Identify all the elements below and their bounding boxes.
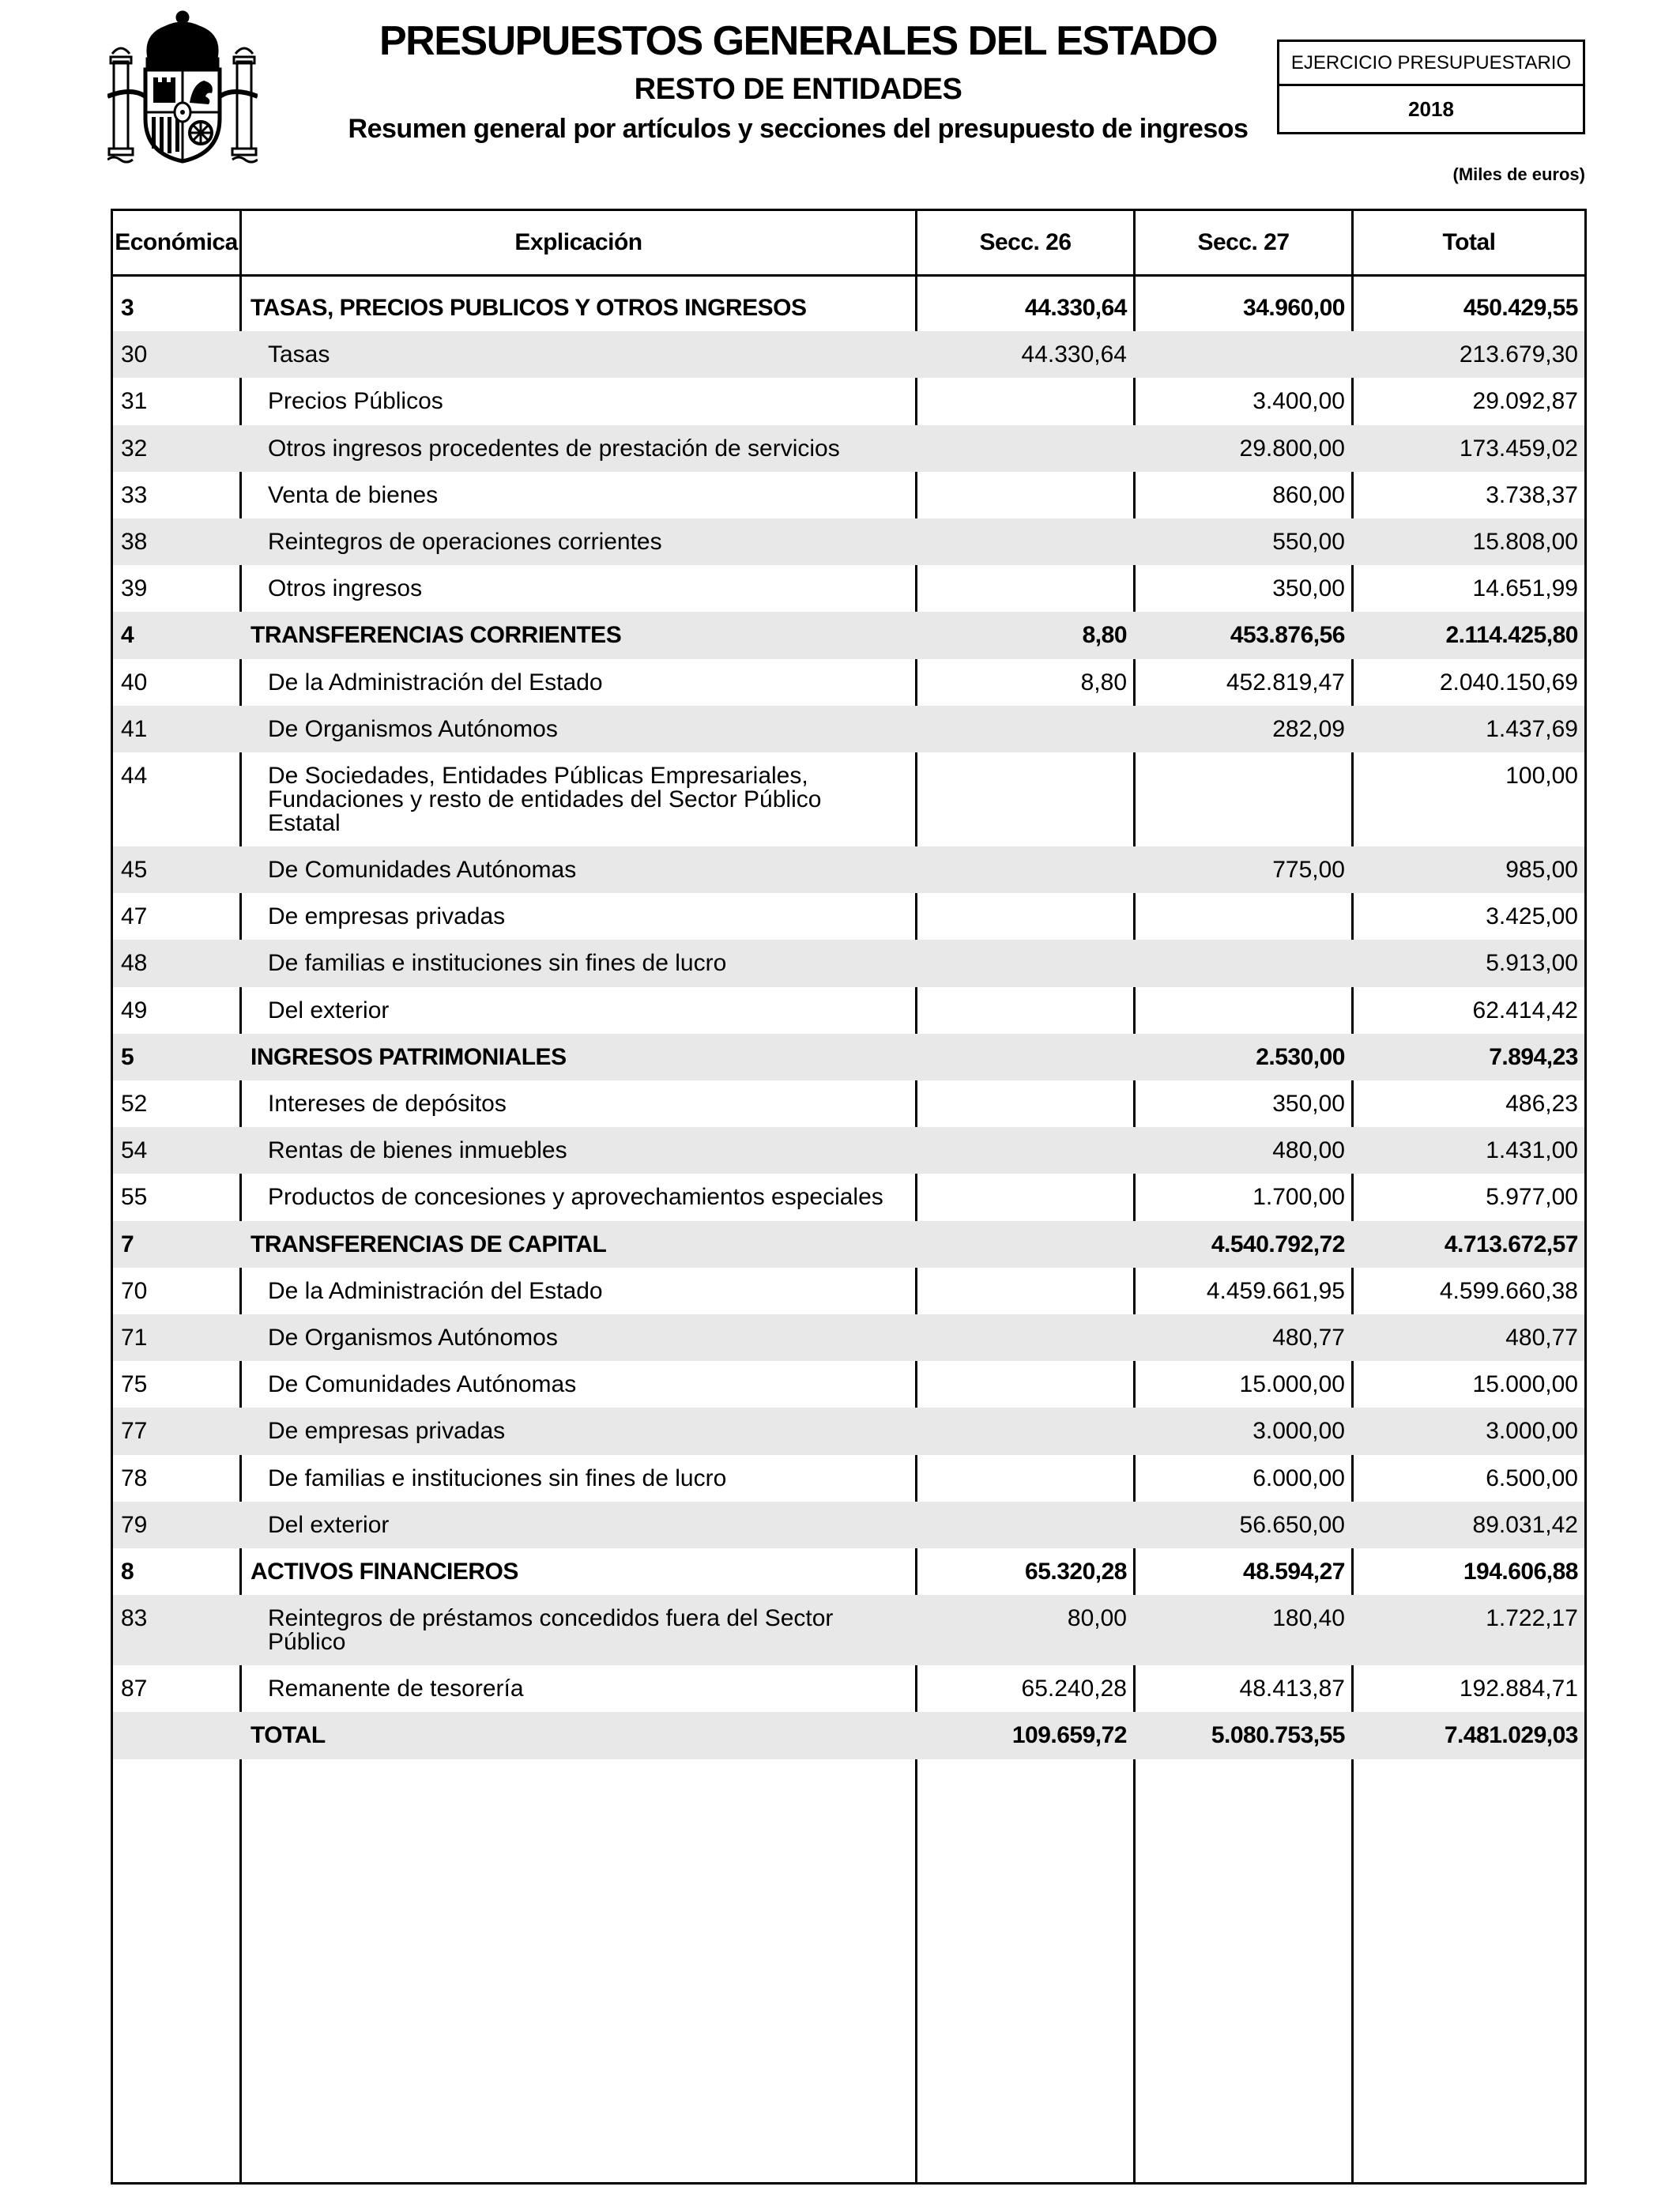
- row-description-line: De empresas privadas: [268, 1418, 506, 1445]
- table-row: [113, 565, 1584, 612]
- row-code: 32: [121, 435, 148, 462]
- table-row: [113, 1034, 1584, 1080]
- row-code: 78: [121, 1465, 148, 1491]
- row-secc26: [917, 1502, 1127, 1514]
- row-total: 3.425,00: [1486, 903, 1578, 930]
- row-total: 15.808,00: [1472, 528, 1578, 555]
- table-row: [113, 378, 1584, 424]
- row-description-line: TASAS, PRECIOS PUBLICOS Y OTROS INGRESOS: [250, 295, 807, 321]
- row-description-line: De Organismos Autónomos: [268, 715, 558, 742]
- fiscal-year-box: [1277, 40, 1585, 134]
- row-total: 173.459,02: [1459, 435, 1578, 462]
- row-code: 48: [121, 950, 148, 977]
- row-secc27: 860,00: [1272, 481, 1345, 508]
- row-description-line: TRANSFERENCIAS CORRIENTES: [250, 622, 622, 649]
- page-description: Resumen general por artículos y secciones del presupuesto de ingresos: [348, 114, 1249, 144]
- row-total: 6.500,00: [1486, 1465, 1578, 1491]
- table-row: [113, 1080, 1584, 1127]
- row-secc26: [917, 1408, 1127, 1419]
- row-description: [268, 706, 947, 741]
- row-description-line: Remanente de tesorería: [268, 1676, 524, 1702]
- row-total: 450.429,55: [1463, 295, 1578, 321]
- row-total: 4.599.660,38: [1439, 1277, 1578, 1304]
- row-secc27: 6.000,00: [1252, 1465, 1345, 1491]
- row-secc27: 56.650,00: [1239, 1511, 1345, 1538]
- table-row: [113, 1314, 1584, 1361]
- row-secc26: 8,80: [1082, 622, 1127, 649]
- row-description-line: Rentas de bienes inmuebles: [268, 1137, 567, 1164]
- row-secc27: 282,09: [1272, 715, 1345, 742]
- row-total: 7.481.029,03: [1444, 1722, 1578, 1749]
- column-header-secc26: Secc. 26: [979, 229, 1072, 255]
- row-description: [268, 1361, 947, 1397]
- row-total: 1.437,69: [1486, 715, 1578, 742]
- row-secc26: 44.330,64: [1025, 295, 1127, 321]
- column-header-explicacion: Explicación: [514, 229, 642, 255]
- coat-of-arms-icon: [107, 9, 258, 164]
- row-secc26: [917, 893, 1127, 905]
- row-total: 213.679,30: [1459, 341, 1578, 368]
- row-secc27: [1136, 893, 1345, 905]
- row-description: [250, 1221, 930, 1257]
- row-total: 7.894,23: [1489, 1043, 1578, 1070]
- row-code: 52: [121, 1091, 148, 1117]
- row-code: 54: [121, 1137, 148, 1164]
- table-row: [113, 659, 1584, 706]
- table-row: [113, 846, 1584, 893]
- row-secc27: 1.700,00: [1252, 1184, 1345, 1211]
- table-row: [113, 987, 1584, 1034]
- row-description-line: TRANSFERENCIAS DE CAPITAL: [250, 1231, 607, 1257]
- row-secc26: [917, 846, 1127, 858]
- row-secc27: [1136, 752, 1345, 764]
- page-subtitle: RESTO DE ENTIDADES: [634, 73, 962, 106]
- table-row: [113, 1502, 1584, 1548]
- row-secc27: 350,00: [1272, 1091, 1345, 1117]
- row-secc26: [917, 472, 1127, 484]
- table-row: [113, 1127, 1584, 1174]
- row-secc27: [1136, 987, 1345, 999]
- row-secc26: 65.320,28: [1025, 1558, 1127, 1585]
- table-row: [113, 752, 1584, 846]
- row-secc26: 8,80: [1080, 669, 1127, 696]
- row-description: [268, 472, 947, 507]
- row-code: 38: [121, 528, 148, 555]
- row-secc26: 65.240,28: [1021, 1676, 1127, 1702]
- row-description: [250, 1712, 930, 1747]
- row-secc26: [917, 987, 1127, 999]
- row-description: [268, 1268, 947, 1303]
- row-secc26: [917, 565, 1127, 577]
- row-code: 30: [121, 341, 148, 368]
- row-secc27: [1136, 331, 1345, 343]
- budget-table: [111, 209, 1587, 2185]
- table-row: [113, 1712, 1584, 1759]
- row-description-line: Fundaciones y resto de entidades del Sector Público: [268, 786, 822, 812]
- row-description: [268, 1174, 947, 1209]
- row-description: [268, 940, 947, 975]
- units-note: (Miles de euros): [1452, 164, 1585, 184]
- row-description: [268, 987, 947, 1023]
- table-row: [113, 518, 1584, 565]
- row-description-line: Otros ingresos: [268, 575, 423, 602]
- table-row: [113, 331, 1584, 378]
- row-total: 486,23: [1505, 1091, 1578, 1117]
- row-description-line: Venta de bienes: [268, 481, 439, 508]
- row-code: [121, 1712, 232, 1724]
- row-description: [250, 285, 930, 320]
- row-description-line: De empresas privadas: [268, 903, 506, 930]
- row-code: 45: [121, 857, 148, 884]
- row-description-line: De Comunidades Autónomas: [268, 1371, 577, 1398]
- row-description-line: TOTAL: [250, 1722, 326, 1749]
- row-description: [268, 1408, 947, 1443]
- row-total: 62.414,42: [1472, 997, 1578, 1023]
- row-code: 47: [121, 903, 148, 930]
- row-description: [250, 1548, 930, 1584]
- row-description: [268, 1314, 947, 1350]
- row-description: [268, 1502, 947, 1537]
- row-description-line: Reintegros de operaciones corrientes: [268, 528, 662, 555]
- row-description: [268, 518, 947, 554]
- row-description-line: INGRESOS PATRIMONIALES: [250, 1043, 567, 1070]
- row-code: 83: [121, 1605, 148, 1632]
- row-secc27: 550,00: [1272, 528, 1345, 555]
- row-total: 480,77: [1505, 1324, 1578, 1351]
- row-total: 192.884,71: [1459, 1676, 1578, 1702]
- row-secc27: 4.459.661,95: [1206, 1277, 1345, 1304]
- row-code: 75: [121, 1371, 148, 1398]
- table-row: [113, 940, 1584, 986]
- row-code: 44: [121, 762, 148, 789]
- row-secc27: 453.876,56: [1230, 622, 1345, 649]
- row-secc26: [917, 378, 1127, 390]
- row-secc27: [1136, 940, 1345, 952]
- row-description-line: De Organismos Autónomos: [268, 1324, 558, 1351]
- table-row: [113, 1665, 1584, 1712]
- row-secc27: 452.819,47: [1226, 669, 1345, 696]
- row-total: 1.722,17: [1486, 1605, 1578, 1632]
- row-secc26: [917, 752, 1127, 764]
- row-code: 5: [121, 1043, 134, 1070]
- column-header-total: Total: [1442, 229, 1496, 255]
- row-total: 985,00: [1505, 857, 1578, 884]
- row-description: [268, 1595, 947, 1654]
- row-description-line: De familias e instituciones sin fines de lucro: [268, 1465, 727, 1491]
- row-secc27: 48.413,87: [1239, 1676, 1345, 1702]
- row-secc26: [917, 940, 1127, 952]
- row-secc26: 80,00: [1067, 1605, 1127, 1632]
- row-description: [268, 752, 947, 835]
- row-total: 14.651,99: [1472, 575, 1578, 602]
- row-total: 3.738,37: [1486, 481, 1578, 508]
- row-description: [268, 1080, 947, 1116]
- table-header: [113, 211, 1584, 277]
- row-total: 5.977,00: [1486, 1184, 1578, 1211]
- row-code: 87: [121, 1676, 148, 1702]
- row-description: [268, 659, 947, 695]
- row-description-line: Estatal: [268, 809, 341, 836]
- row-total: 29.092,87: [1472, 388, 1578, 415]
- column-header-secc27: Secc. 27: [1197, 229, 1290, 255]
- row-total: 4.713.672,57: [1444, 1231, 1578, 1257]
- row-code: 39: [121, 575, 148, 602]
- row-secc27: 4.540.792,72: [1211, 1231, 1345, 1257]
- row-secc27: 48.594,27: [1243, 1558, 1345, 1585]
- row-code: 31: [121, 388, 148, 415]
- row-description-line: Del exterior: [268, 1511, 390, 1538]
- row-description-line: Del exterior: [268, 997, 390, 1023]
- row-code: 49: [121, 997, 148, 1023]
- row-code: 71: [121, 1324, 148, 1351]
- row-secc27: 2.530,00: [1256, 1043, 1345, 1070]
- table-row: [113, 285, 1584, 331]
- table-row: [113, 1595, 1584, 1665]
- row-code: 77: [121, 1418, 148, 1445]
- row-total: 89.031,42: [1472, 1511, 1578, 1538]
- column-header-economica: Económica: [115, 229, 238, 255]
- row-total: 5.913,00: [1486, 950, 1578, 977]
- table-row: [113, 472, 1584, 518]
- table-row: [113, 1268, 1584, 1314]
- page-title: PRESUPUESTOS GENERALES DEL ESTADO: [379, 18, 1218, 64]
- row-description: [268, 331, 947, 367]
- table-row: [113, 1408, 1584, 1454]
- row-code: 55: [121, 1184, 148, 1211]
- row-description: [268, 1127, 947, 1163]
- row-secc26: [917, 1268, 1127, 1280]
- row-total: 1.431,00: [1486, 1137, 1578, 1164]
- row-secc27: 3.400,00: [1252, 388, 1345, 415]
- table-row: [113, 706, 1584, 752]
- row-description: [268, 378, 947, 413]
- row-code: 8: [121, 1558, 134, 1585]
- row-description-line: Tasas: [268, 341, 330, 368]
- row-secc26: 44.330,64: [1021, 341, 1127, 368]
- row-secc26: [917, 1314, 1127, 1326]
- row-description-line: Productos de concesiones y aprovechamientos especiales: [268, 1184, 883, 1211]
- fiscal-year-label: EJERCICIO PRESUPUESTARIO: [1279, 42, 1583, 86]
- row-description-line: De la Administración del Estado: [268, 1277, 603, 1304]
- row-code: 70: [121, 1277, 148, 1304]
- row-secc26: [917, 1127, 1127, 1139]
- row-description: [268, 565, 947, 601]
- row-description-line: De la Administración del Estado: [268, 669, 603, 696]
- table-row: [113, 1548, 1584, 1595]
- row-total: 194.606,88: [1463, 1558, 1578, 1585]
- row-secc26: [917, 706, 1127, 718]
- row-description-line: De Comunidades Autónomas: [268, 857, 577, 884]
- row-description-line: Precios Públicos: [268, 388, 443, 415]
- row-description-line: De familias e instituciones sin fines de lucro: [268, 950, 727, 977]
- row-description: [268, 425, 947, 461]
- row-description: [268, 893, 947, 929]
- row-code: 4: [121, 622, 134, 649]
- row-code: 79: [121, 1511, 148, 1538]
- row-description: [268, 1455, 947, 1491]
- row-description-line: De Sociedades, Entidades Públicas Empresariales,: [268, 762, 808, 789]
- row-secc27: 3.000,00: [1252, 1418, 1345, 1445]
- row-secc26: [917, 1455, 1127, 1467]
- table-row: [113, 893, 1584, 940]
- row-total: 2.114.425,80: [1445, 622, 1578, 649]
- table-row: [113, 1455, 1584, 1502]
- table-row: [113, 425, 1584, 472]
- table-row: [113, 612, 1584, 658]
- row-total: 2.040.150,69: [1439, 669, 1578, 696]
- row-total: 15.000,00: [1472, 1371, 1578, 1398]
- table-row: [113, 1174, 1584, 1220]
- row-secc27: 480,77: [1272, 1324, 1345, 1351]
- row-secc27: 34.960,00: [1243, 295, 1345, 321]
- table-row: [113, 1221, 1584, 1268]
- row-secc27: 15.000,00: [1239, 1371, 1345, 1398]
- row-secc26: [917, 1174, 1127, 1186]
- table-row: [113, 1361, 1584, 1408]
- row-description: [250, 1034, 930, 1069]
- row-secc26: [917, 1361, 1127, 1373]
- row-secc27: 29.800,00: [1239, 435, 1345, 462]
- row-description-line: ACTIVOS FINANCIEROS: [250, 1558, 518, 1585]
- row-code: 7: [121, 1231, 134, 1257]
- row-code: 3: [121, 295, 134, 321]
- row-secc26: [917, 1034, 1127, 1046]
- row-code: 41: [121, 715, 148, 742]
- row-description: [268, 1665, 947, 1701]
- row-secc27: 180,40: [1272, 1605, 1345, 1632]
- fiscal-year-value: 2018: [1408, 96, 1454, 121]
- row-code: 40: [121, 669, 148, 696]
- row-description-line: Reintegros de préstamos concedidos fuera del Sector: [268, 1605, 834, 1632]
- row-total: 3.000,00: [1486, 1418, 1578, 1445]
- row-total: 100,00: [1505, 762, 1578, 789]
- row-secc26: [917, 1221, 1127, 1233]
- row-secc27: 5.080.753,55: [1211, 1722, 1345, 1749]
- row-description-line: Intereses de depósitos: [268, 1091, 507, 1117]
- row-code: 33: [121, 481, 148, 508]
- row-secc26: [917, 1080, 1127, 1092]
- row-secc27: 480,00: [1272, 1137, 1345, 1164]
- row-secc26: [917, 518, 1127, 530]
- row-secc26: 109.659,72: [1011, 1722, 1127, 1749]
- row-description: [250, 612, 930, 647]
- row-description-line: Público: [268, 1629, 346, 1656]
- row-description-line: Otros ingresos procedentes de prestación de servicios: [268, 435, 840, 462]
- row-secc26: [917, 425, 1127, 437]
- row-description: [268, 846, 947, 882]
- table-body: [113, 285, 1584, 1759]
- row-secc27: 775,00: [1272, 857, 1345, 884]
- row-secc27: 350,00: [1272, 575, 1345, 602]
